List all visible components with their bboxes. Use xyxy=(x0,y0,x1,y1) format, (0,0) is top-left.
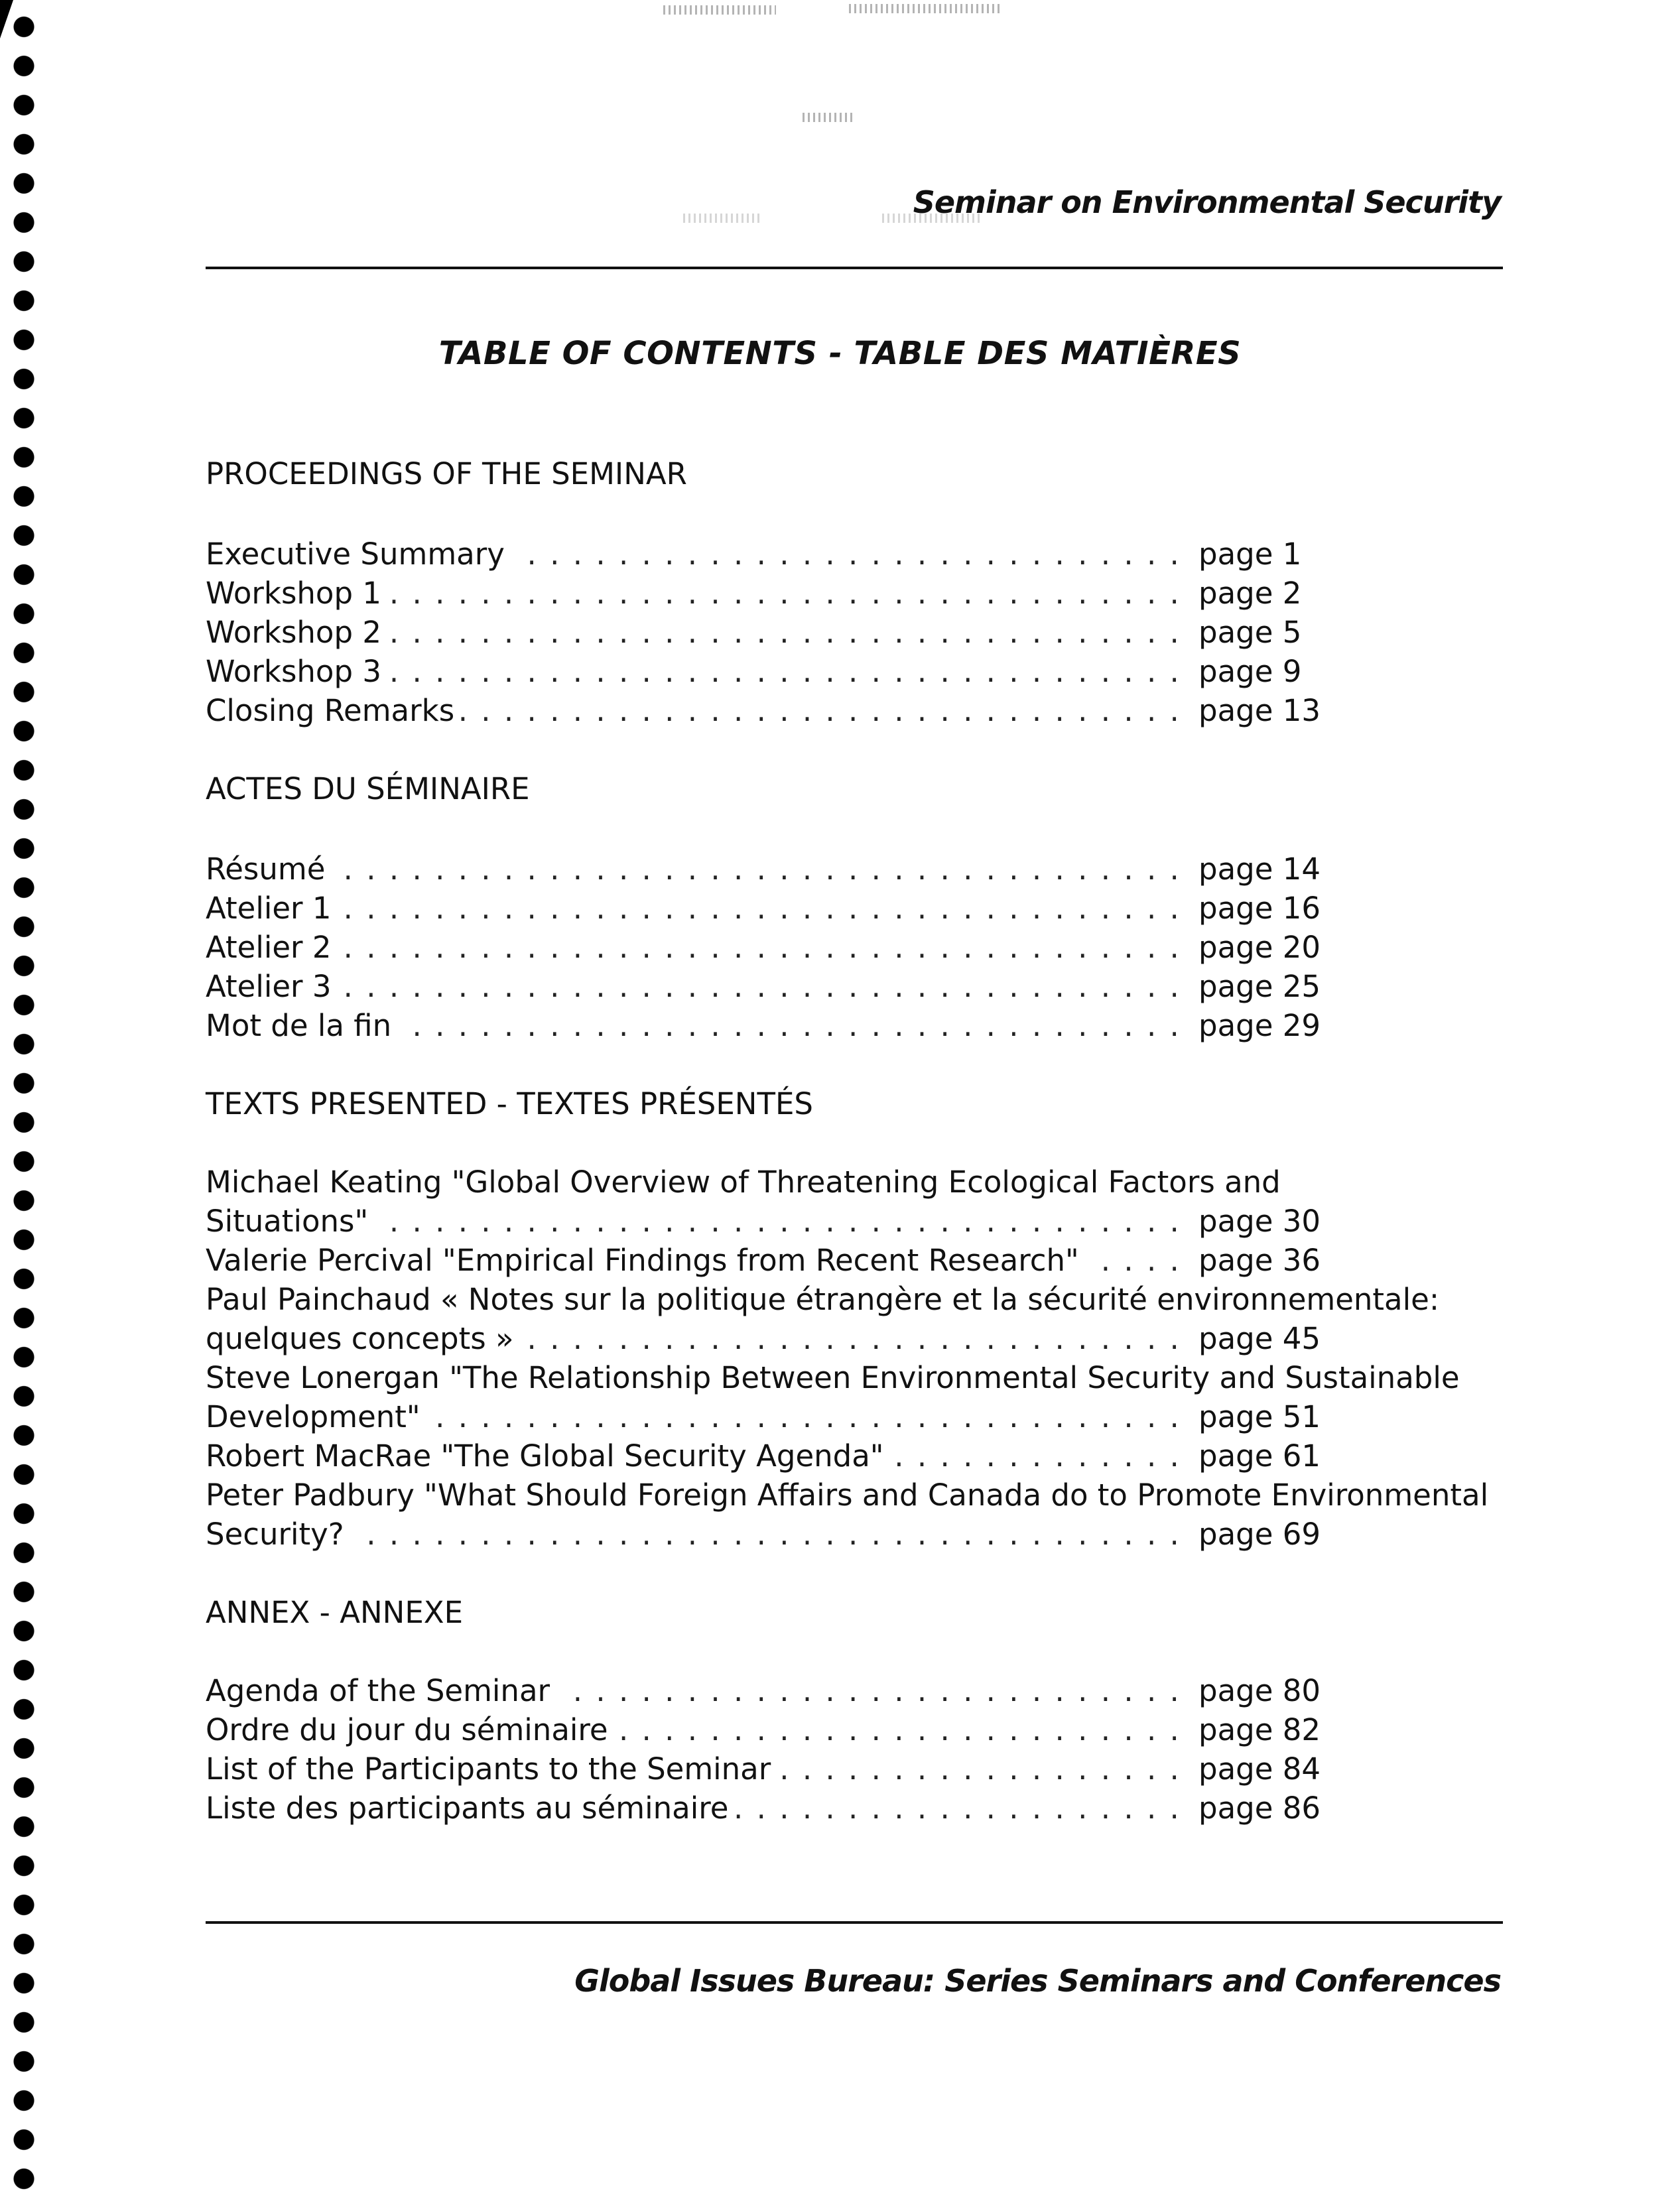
toc-entry[interactable] xyxy=(206,928,1333,967)
scan-speckle xyxy=(849,4,1002,13)
toc-entry[interactable] xyxy=(206,1789,1333,1828)
entry-label: Atelier 3 xyxy=(206,967,338,1006)
toc-entry[interactable] xyxy=(206,1749,1333,1789)
entry-page: page 14 xyxy=(1198,851,1321,887)
entry-page: page 82 xyxy=(1198,1712,1321,1747)
dot-leader xyxy=(206,928,1184,967)
entry-label: Workshop 2 xyxy=(206,613,388,652)
entry-page: page 1 xyxy=(1198,536,1302,572)
entry-label: Closing Remarks xyxy=(206,691,461,730)
entry-page: page 9 xyxy=(1198,654,1302,689)
spiral-binding-holes xyxy=(9,0,38,2205)
entry-label: Mot de la fin xyxy=(206,1006,398,1045)
entry-page: page 25 xyxy=(1198,969,1321,1004)
toc-entry[interactable] xyxy=(206,1319,1333,1358)
entry-label: Atelier 2 xyxy=(206,928,338,967)
footer-title: Global Issues Bureau: Series Seminars and Conferences xyxy=(574,1963,1501,1999)
footer-rule xyxy=(206,1921,1503,1924)
entry-page: page 84 xyxy=(1198,1751,1321,1787)
entry-label: Workshop 1 xyxy=(206,574,388,613)
section-heading-actes: ACTES DU SÉMINAIRE xyxy=(206,771,530,806)
toc-entry[interactable] xyxy=(206,691,1333,730)
scan-speckle xyxy=(663,5,776,15)
dot-leader xyxy=(206,850,1184,889)
entry-label: Ordre du jour du séminaire xyxy=(206,1710,615,1749)
corner-mark xyxy=(0,0,13,38)
toc-entry[interactable] xyxy=(206,535,1333,574)
toc-entry[interactable] xyxy=(206,1397,1333,1436)
entry-label: Robert MacRae "The Global Security Agenda" xyxy=(206,1436,891,1476)
dot-leader xyxy=(206,1515,1184,1554)
toc-entry[interactable] xyxy=(206,850,1333,889)
header-title: Seminar on Environmental Security xyxy=(913,184,1501,220)
toc-entry[interactable] xyxy=(206,1515,1333,1554)
entry-title-line: Paul Painchaud « Notes sur la politique étrangère et la sécurité environnementale: xyxy=(206,1282,1439,1317)
toc-entry[interactable] xyxy=(206,1202,1333,1241)
toc-entry[interactable] xyxy=(206,967,1333,1006)
toc-entry[interactable] xyxy=(206,889,1333,928)
entry-label: Liste des participants au séminaire xyxy=(206,1789,735,1828)
entry-page: page 16 xyxy=(1198,891,1321,926)
entry-label: Situations" xyxy=(206,1202,375,1241)
toc-entry[interactable] xyxy=(206,613,1333,652)
entry-label: quelques concepts » xyxy=(206,1319,521,1358)
entry-label: Workshop 3 xyxy=(206,652,388,691)
dot-leader xyxy=(206,967,1184,1006)
entry-page: page 2 xyxy=(1198,576,1302,611)
entry-label: Valerie Percival "Empirical Findings from Recent Research" xyxy=(206,1241,1086,1280)
header-rule xyxy=(206,267,1503,269)
section-heading-annex: ANNEX - ANNEXE xyxy=(206,1595,464,1630)
entry-label: Agenda of the Seminar xyxy=(206,1671,556,1710)
entry-page: page 20 xyxy=(1198,930,1321,965)
entry-title-line: Michael Keating "Global Overview of Threatening Ecological Factors and xyxy=(206,1165,1281,1200)
toc-title: TABLE OF CONTENTS - TABLE DES MATIÈRES xyxy=(438,335,1242,372)
entry-title-line: Steve Lonergan "The Relationship Between Environmental Security and Sustainable xyxy=(206,1360,1460,1395)
toc-entry[interactable] xyxy=(206,1436,1333,1476)
entry-page: page 5 xyxy=(1198,615,1302,650)
scan-speckle xyxy=(803,113,856,122)
entry-label: List of the Participants to the Seminar xyxy=(206,1749,777,1789)
entry-label: Development" xyxy=(206,1397,427,1436)
entry-page: page 13 xyxy=(1198,693,1321,728)
toc-entry[interactable] xyxy=(206,1006,1333,1045)
toc-entry[interactable] xyxy=(206,574,1333,613)
entry-page: page 61 xyxy=(1198,1438,1321,1474)
entry-page: page 69 xyxy=(1198,1517,1321,1552)
toc-entry[interactable] xyxy=(206,1241,1333,1280)
entry-label: Security? xyxy=(206,1515,351,1554)
entry-title-line: Peter Padbury "What Should Foreign Affairs and Canada do to Promote Environmental xyxy=(206,1478,1489,1513)
section-heading-proceedings: PROCEEDINGS OF THE SEMINAR xyxy=(206,456,687,491)
entry-page: page 51 xyxy=(1198,1399,1321,1434)
entry-page: page 30 xyxy=(1198,1204,1321,1239)
toc-entry[interactable] xyxy=(206,652,1333,691)
entry-label: Executive Summary xyxy=(206,535,511,574)
scan-speckle xyxy=(683,214,763,223)
entry-page: page 29 xyxy=(1198,1008,1321,1043)
section-heading-texts: TEXTS PRESENTED - TEXTES PRÉSENTÉS xyxy=(206,1086,813,1121)
dot-leader xyxy=(206,889,1184,928)
entry-page: page 36 xyxy=(1198,1243,1321,1278)
entry-page: page 86 xyxy=(1198,1791,1321,1826)
entry-label: Atelier 1 xyxy=(206,889,338,928)
toc-entry[interactable] xyxy=(206,1710,1333,1749)
toc-entry[interactable] xyxy=(206,1671,1333,1710)
entry-label: Résumé xyxy=(206,850,332,889)
entry-page: page 80 xyxy=(1198,1673,1321,1708)
entry-page: page 45 xyxy=(1198,1321,1321,1356)
